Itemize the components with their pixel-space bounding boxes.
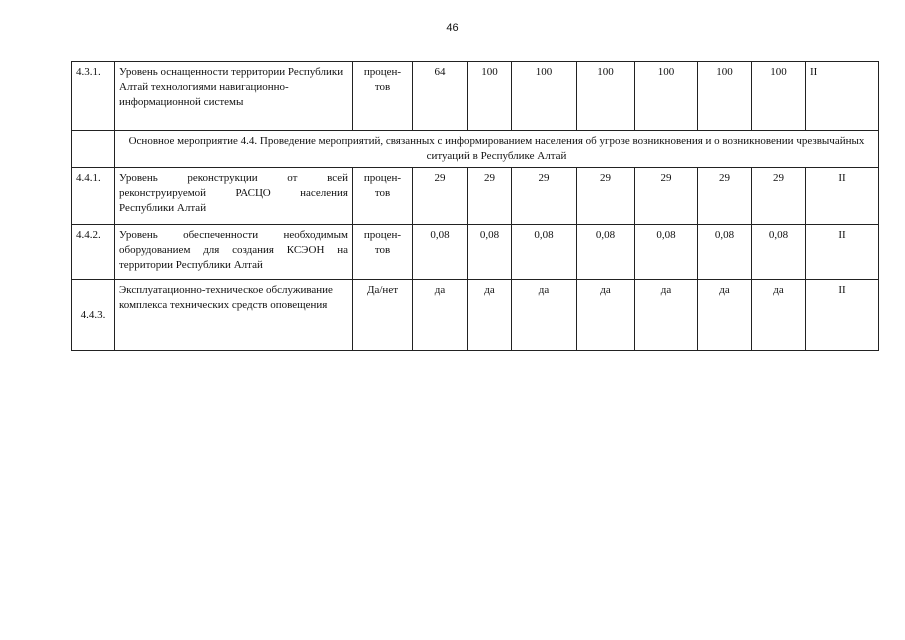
row-value: 29 — [635, 168, 698, 225]
row-value: да — [752, 280, 806, 351]
table-section-row — [72, 131, 879, 168]
table-row — [72, 62, 879, 131]
row-value: 0,08 — [577, 225, 635, 280]
row-value: 29 — [512, 168, 577, 225]
row-unit: процен- тов — [353, 168, 413, 225]
row-value: да — [577, 280, 635, 351]
row-value: 0,08 — [698, 225, 752, 280]
row-value: 29 — [468, 168, 512, 225]
row-value: 0,08 — [752, 225, 806, 280]
page-number: 46 — [446, 22, 459, 34]
row-number: 4.3.1. — [72, 62, 115, 131]
table-row — [72, 280, 879, 351]
row-unit: процен- тов — [353, 225, 413, 280]
row-value: 100 — [468, 62, 512, 131]
row-value: да — [698, 280, 752, 351]
row-value: да — [468, 280, 512, 351]
row-value: 0,08 — [512, 225, 577, 280]
row-value: 29 — [698, 168, 752, 225]
row-number: 4.4.2. — [72, 225, 115, 280]
row-description: Уровень реконструкции от всей реконструируемой РАСЦО населения Республики Алтай — [115, 168, 353, 225]
row-value: 100 — [512, 62, 577, 131]
row-value: 100 — [752, 62, 806, 131]
row-stage: II — [806, 280, 879, 351]
row-description: Уровень обеспеченности необходимым оборудованием для создания КСЭОН на территории Республики Алтай — [115, 225, 353, 280]
row-value: 100 — [635, 62, 698, 131]
row-stage: II — [806, 168, 879, 225]
row-value: да — [413, 280, 468, 351]
row-value: 29 — [413, 168, 468, 225]
row-value: 100 — [698, 62, 752, 131]
row-description: Уровень оснащенности территории Республики Алтай технологиями навигационно-информационной системы — [115, 62, 353, 131]
row-number: 4.4.1. — [72, 168, 115, 225]
row-value: 0,08 — [468, 225, 512, 280]
row-description: Эксплуатационно-техническое обслуживание комплекса технических средств оповещения — [115, 280, 353, 351]
row-value: да — [635, 280, 698, 351]
table-row — [72, 168, 879, 225]
indicators-table — [71, 61, 879, 351]
row-value: 29 — [577, 168, 635, 225]
row-unit: процен- тов — [353, 62, 413, 131]
section-title: Основное мероприятие 4.4. Проведение мероприятий, связанных с информированием населения об угрозе возникновения и о возникновении чрезвычайных ситуаций в Республике Алтай — [115, 131, 879, 168]
row-value: 0,08 — [413, 225, 468, 280]
section-empty-cell — [72, 131, 115, 168]
row-number: 4.4.3. — [72, 280, 115, 351]
row-unit: Да/нет — [353, 280, 413, 351]
row-stage: II — [806, 225, 879, 280]
row-value: 0,08 — [635, 225, 698, 280]
row-value: 29 — [752, 168, 806, 225]
row-value: 64 — [413, 62, 468, 131]
row-stage: II — [806, 62, 879, 131]
row-value: 100 — [577, 62, 635, 131]
row-value: да — [512, 280, 577, 351]
table-row — [72, 225, 879, 280]
